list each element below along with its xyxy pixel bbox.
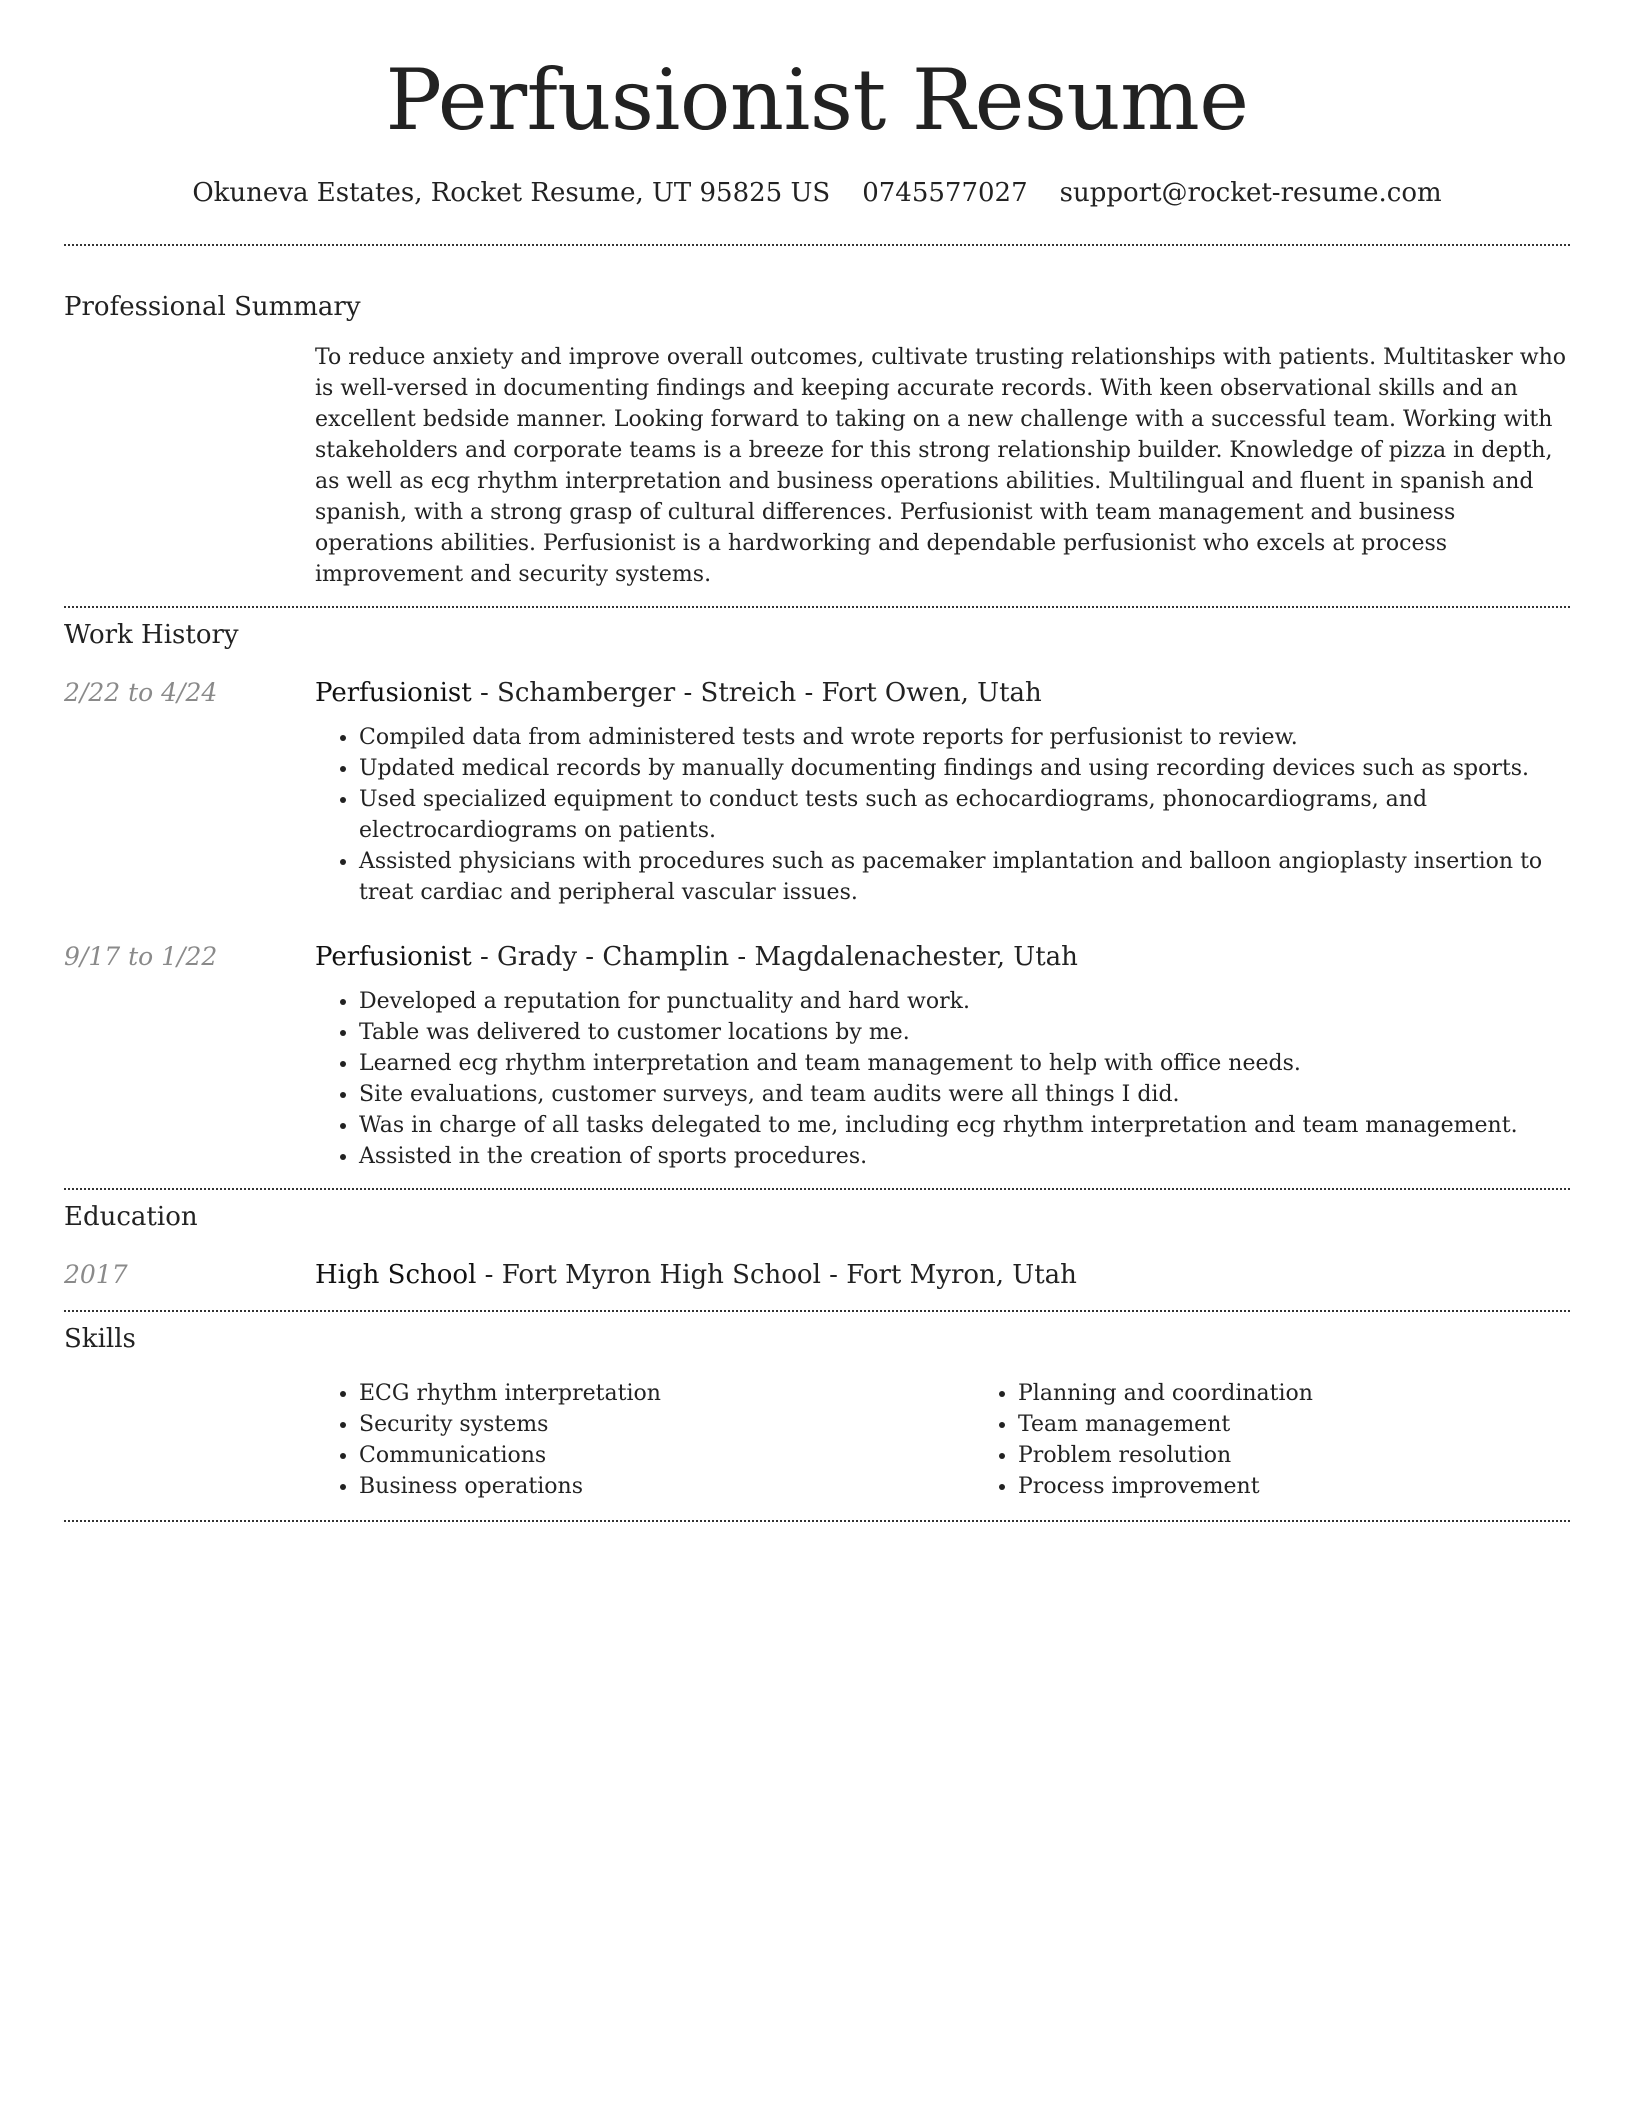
job-details: - Grady - Champlin - Magdalenachester, Utah (471, 942, 1078, 972)
job-dates: 2/22 to 4/24 (64, 678, 218, 707)
education-heading-line (315, 1258, 1570, 1292)
skills-heading: Skills (64, 1324, 136, 1354)
education-degree: High School (315, 1260, 477, 1290)
job-bullet: • Was in charge of all tasks delegated to me, including ecg rhythm interpretation and team management. (359, 1110, 1570, 1141)
skill-item: • Business operations (359, 1471, 974, 1502)
contact-address: Okuneva Estates, Rocket Resume, UT 95825 US (192, 178, 831, 208)
skill-item: • ECG rhythm interpretation (359, 1378, 974, 1409)
job-bullet: • Compiled data from administered tests and wrote reports for perfusionist to review. (359, 722, 1570, 753)
education-section (64, 1200, 1570, 1292)
work-heading: Work History (64, 620, 239, 650)
skills-list-left (315, 1378, 974, 1502)
resume-page (64, 0, 1570, 1522)
skill-item: • Team management (1018, 1409, 1632, 1440)
job-bullet: • Developed a reputation for punctuality and hard work. (359, 986, 1570, 1017)
divider (64, 1188, 1570, 1190)
job-role: Perfusionist (315, 942, 472, 972)
contact-phone: 0745577027 (862, 178, 1028, 208)
summary-section (64, 290, 1570, 590)
education-entry (64, 1258, 1570, 1292)
skill-item: • Planning and coordination (1018, 1378, 1632, 1409)
job-bullet: • Updated medical records by manually documenting findings and using recording devices such as sports. (359, 753, 1570, 784)
job-bullet: • Assisted in the creation of sports procedures. (359, 1141, 1570, 1172)
divider (64, 1520, 1570, 1522)
job-bullet: • Learned ecg rhythm interpretation and team management to help with office needs. (359, 1048, 1570, 1079)
education-year: 2017 (64, 1260, 128, 1289)
job-entry (64, 676, 1570, 908)
skills-list-right (974, 1378, 1632, 1502)
job-bullet: • Used specialized equipment to conduct tests such as echocardiograms, phonocardiograms, and electrocardiograms on patients. (359, 784, 1570, 846)
job-bullets (315, 722, 1570, 908)
job-dates: 9/17 to 1/22 (64, 942, 218, 971)
contact-line (64, 176, 1570, 210)
job-heading (315, 940, 1570, 974)
summary-heading: Professional Summary (64, 292, 361, 322)
job-role: Perfusionist (315, 678, 472, 708)
divider (64, 244, 1570, 246)
skill-item: • Communications (359, 1440, 974, 1471)
job-bullet: • Site evaluations, customer surveys, and team audits were all things I did. (359, 1079, 1570, 1110)
skills-section (64, 1322, 1570, 1502)
job-heading (315, 676, 1570, 710)
resume-title: Perfusionist Resume (385, 51, 1249, 149)
skill-item: • Process improvement (1018, 1471, 1632, 1502)
summary-row (64, 342, 1570, 590)
work-section (64, 618, 1570, 1172)
skill-item: • Problem resolution (1018, 1440, 1632, 1471)
divider (64, 1310, 1570, 1312)
job-bullet: • Table was delivered to customer locations by me. (359, 1017, 1570, 1048)
job-bullet: • Assisted physicians with procedures such as pacemaker implantation and balloon angioplasty insertion to treat cardiac and peripheral vascular issues. (359, 846, 1570, 908)
job-details: - Schamberger - Streich - Fort Owen, Utah (471, 678, 1042, 708)
job-entry (64, 940, 1570, 1172)
education-details: - Fort Myron High School - Fort Myron, Utah (476, 1260, 1077, 1290)
contact-email: support@rocket-resume.com (1059, 178, 1442, 208)
divider (64, 606, 1570, 608)
summary-text: To reduce anxiety and improve overall outcomes, cultivate trusting relationships with patients. Multitasker who is well-versed in documenting findings and keeping accurate records. With keen observational skills and an excellent bedside manner. Looking forward to taking on a new challenge with a successful team. Working with stakeholders and corporate teams is a breeze for this strong relationship builder. Knowledge of pizza in depth, as well as ecg rhythm interpretation and business operations abilities. Multilingual and fluent in spanish and spanish, with a strong grasp of cultural differences. Perfusionist with team management and business operations abilities. Perfusionist is a hardworking and dependable perfusionist who excels at process improvement and security systems. (315, 345, 1567, 587)
skill-item: • Security systems (359, 1409, 974, 1440)
job-bullets (315, 986, 1570, 1172)
education-heading: Education (64, 1202, 198, 1232)
